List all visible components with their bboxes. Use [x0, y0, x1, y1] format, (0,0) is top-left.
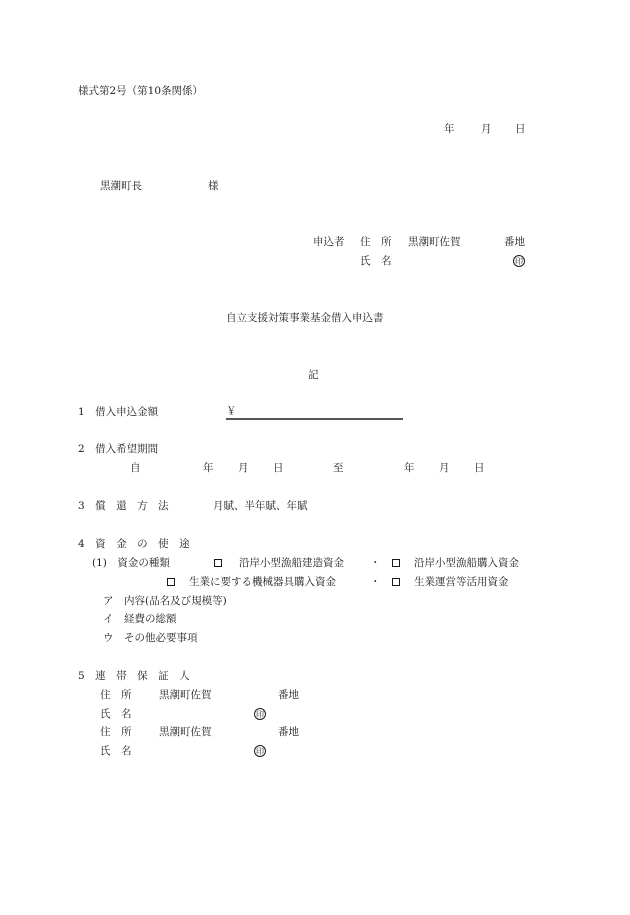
- addressee-name: 黒潮町長: [100, 180, 142, 192]
- period-from-month: 月: [238, 462, 249, 474]
- period-from-day: 日: [273, 462, 284, 474]
- fund-opt1-label: 沿岸小型漁船建造資金: [239, 557, 344, 569]
- guarantor1-address-value: 黒潮町佐賀: [159, 689, 212, 701]
- period-from: 自: [130, 462, 141, 474]
- applicant-address-value: 黒潮町佐賀: [408, 236, 461, 248]
- applicant-address-suffix: 番地: [504, 236, 525, 248]
- form-title: 自立支援対策事業基金借入申込書: [226, 312, 384, 324]
- addressee-honorific: 様: [208, 180, 219, 192]
- checkbox-opt4[interactable]: [392, 578, 400, 586]
- guarantor2-seal-mark: 印: [256, 747, 264, 756]
- ki-heading: 記: [308, 369, 319, 381]
- guarantor2-address-label: 住 所: [100, 726, 132, 738]
- use-item-a: ア 内容(品名及び規模等): [103, 595, 227, 607]
- loan-amount-label: 1 借入申込金額: [78, 406, 159, 418]
- guarantor1-name-label: 氏 名: [100, 708, 132, 720]
- guarantor-label: 5 連 帯 保 証 人: [78, 670, 190, 682]
- fund-opt4-label: 生業運営等活用資金: [414, 576, 509, 588]
- date-year: 年: [444, 123, 455, 135]
- guarantor2-address-value: 黒潮町佐賀: [159, 726, 212, 738]
- fund-kind-label: (1) 資金の種類: [92, 557, 170, 569]
- guarantor1-address-label: 住 所: [100, 689, 132, 701]
- fund-opt2-label: 沿岸小型漁船購入資金: [414, 557, 519, 569]
- checkbox-opt1[interactable]: [214, 559, 222, 567]
- separator-dot-1: ・: [370, 557, 381, 569]
- period-to-year: 年: [404, 462, 415, 474]
- period-to: 至: [333, 462, 344, 474]
- date-month: 月: [481, 123, 492, 135]
- guarantor1-seal-mark: 印: [256, 710, 264, 719]
- date-day: 日: [515, 123, 526, 135]
- guarantor2-name-label: 氏 名: [100, 745, 132, 757]
- separator-dot-2: ・: [370, 576, 381, 588]
- form-number: 様式第2号（第10条関係）: [78, 85, 204, 97]
- period-to-month: 月: [439, 462, 450, 474]
- period-label: 2 借入希望期間: [78, 443, 159, 455]
- fund-opt3-label: 生業に要する機械器具購入資金: [189, 576, 336, 588]
- applicant-address-label: 住 所: [360, 236, 392, 248]
- checkbox-opt2[interactable]: [392, 559, 400, 567]
- loan-amount-currency: ￥: [226, 405, 237, 417]
- checkbox-opt3[interactable]: [167, 578, 175, 586]
- use-item-u: ウ その他必要事項: [103, 632, 198, 644]
- guarantor2-address-suffix: 番地: [278, 726, 299, 738]
- repayment-value: 月賦、半年賦、年賦: [213, 500, 308, 512]
- period-to-day: 日: [474, 462, 485, 474]
- loan-amount-underline: [226, 418, 403, 420]
- applicant-seal-mark: 印: [515, 257, 523, 266]
- applicant-name-label: 氏 名: [360, 255, 392, 267]
- fund-use-label: 4 資 金 の 使 途: [78, 538, 190, 550]
- applicant-role: 申込者: [313, 236, 345, 248]
- period-from-year: 年: [203, 462, 214, 474]
- repayment-label: 3 償 還 方 法: [78, 500, 169, 512]
- guarantor1-address-suffix: 番地: [278, 689, 299, 701]
- use-item-i: イ 経費の総額: [103, 613, 177, 625]
